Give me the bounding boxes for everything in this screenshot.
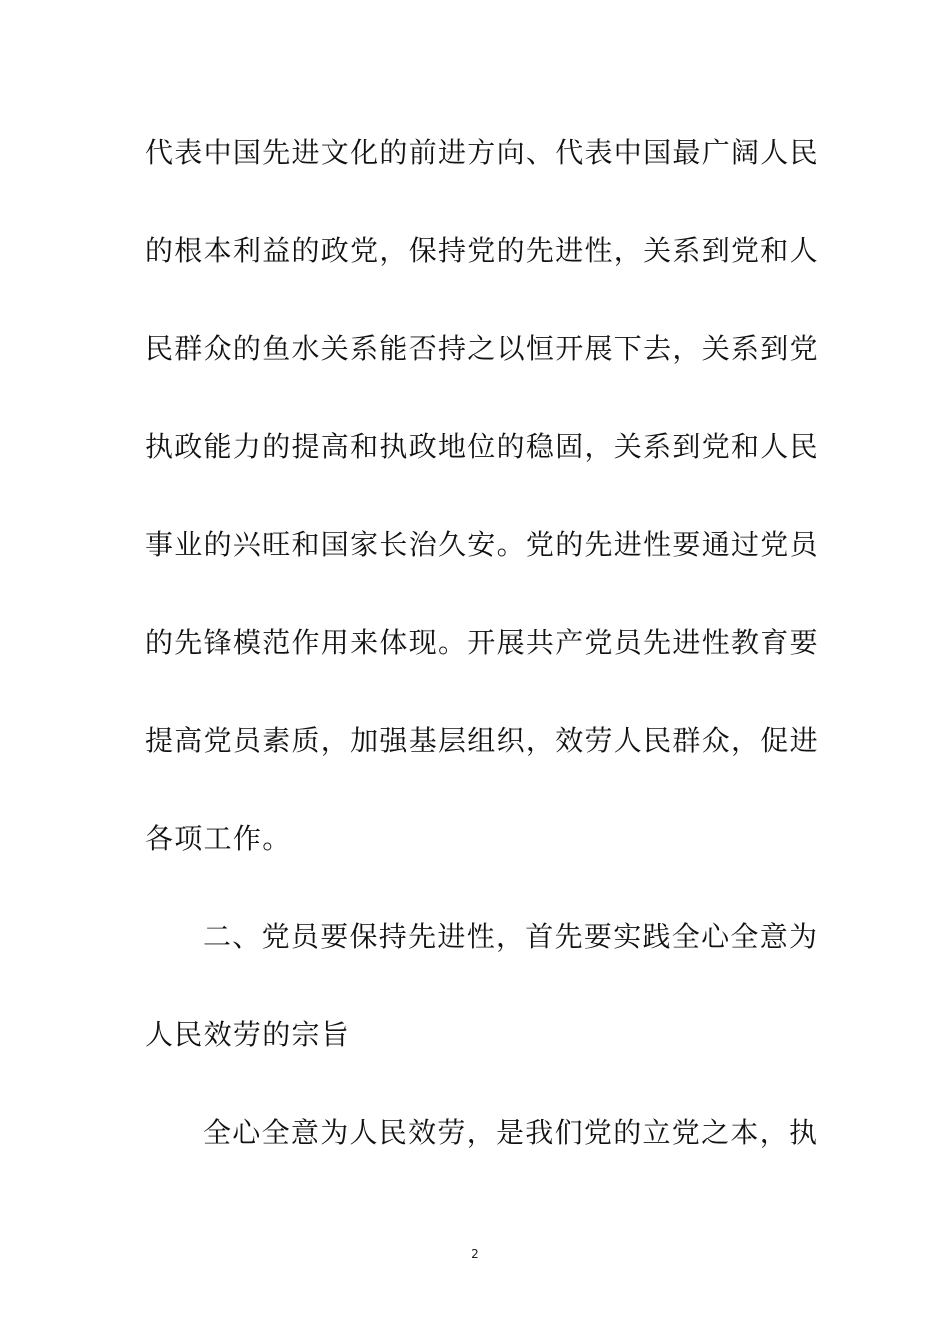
section-heading: 二、党员要保持先进性，首先要实践全心全意为 <box>203 920 819 953</box>
text-line: 的先锋模范作用来体现。开展共产党员先进性教育要 <box>145 626 819 659</box>
text-line: 各项工作。 <box>145 822 292 855</box>
text-line: 提高党员素质，加强基层组织，效劳人民群众，促进 <box>145 724 819 757</box>
body-text <box>145 125 819 1203</box>
text-line: 代表中国先进文化的前进方向、代表中国最广阔人民 <box>145 136 819 169</box>
text-line: 执政能力的提高和执政地位的稳固，关系到党和人民 <box>145 430 819 463</box>
section-heading-continuation: 人民效劳的宗旨 <box>145 1018 351 1051</box>
paragraph-start: 全心全意为人民效劳，是我们党的立党之本，执 <box>203 1116 819 1149</box>
page-number: 2 <box>471 1247 479 1261</box>
text-line: 事业的兴旺和国家长治久安。党的先进性要通过党员 <box>145 528 819 561</box>
text-line: 的根本利益的政党，保持党的先进性，关系到党和人 <box>145 234 819 267</box>
text-line: 民群众的鱼水关系能否持之以恒开展下去，关系到党 <box>145 332 819 365</box>
